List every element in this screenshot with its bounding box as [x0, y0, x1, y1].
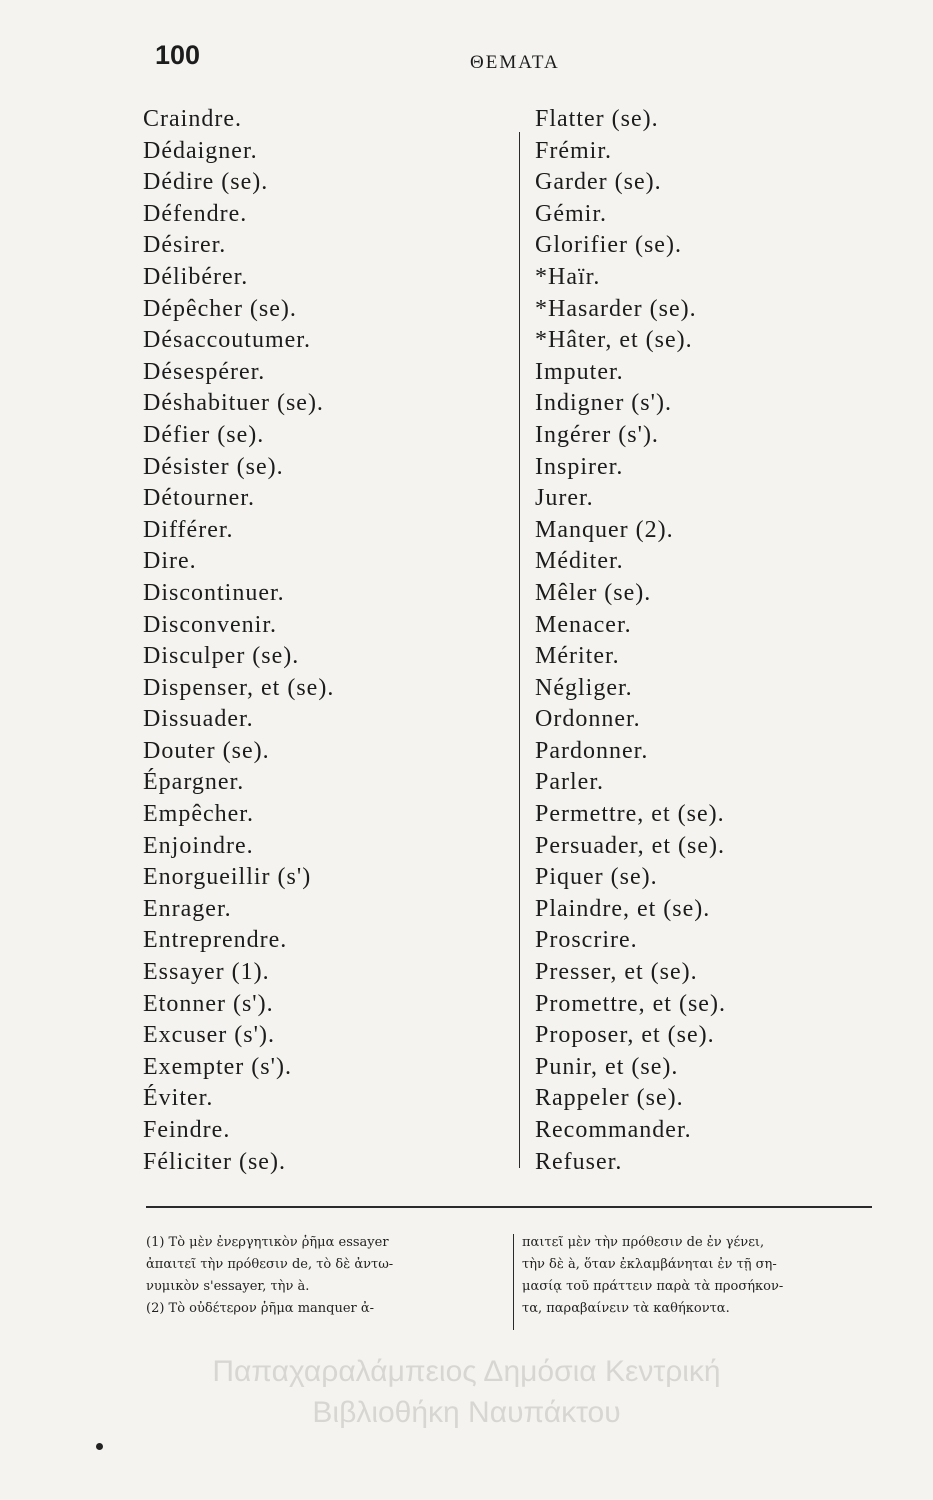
verb-entry: Dédire (se).	[143, 169, 269, 196]
library-watermark-line1: Παπαχαραλάμπειος Δημόσια Κεντρική	[212, 1355, 721, 1388]
verb-entry: Etonner (s').	[143, 990, 274, 1017]
verb-entry: Permettre, et (se).	[535, 801, 725, 828]
footnote-line: παιτεῖ μὲν τὴν πρόθεσιν de ἐν γένει,	[522, 1235, 765, 1250]
verb-entry: Épargner.	[143, 769, 245, 796]
verb-entry: Rappeler (se).	[535, 1085, 684, 1112]
footnote-line: (1) Τὸ μὲν ἐνεργητικὸν ῥῆμα essayer	[146, 1235, 389, 1250]
footnote-line: τα, παραβαίνειν τὰ καθήκοντα.	[522, 1301, 730, 1316]
verb-entry: Délibérer.	[143, 263, 249, 290]
footnote-line: μασίᾳ τοῦ πράττειν παρὰ τὰ προσήκον-	[522, 1279, 784, 1294]
verb-list-left	[143, 104, 503, 1178]
verb-entry: *Hâter, et (se).	[535, 327, 693, 354]
verb-entry: Désister (se).	[143, 453, 284, 480]
verb-entry: Enorgueillir (s')	[143, 864, 312, 891]
footnote-line: (2) Τὸ οὐδέτερον ῥῆμα manquer ἀ-	[146, 1301, 375, 1316]
verb-entry: Presser, et (se).	[535, 959, 698, 986]
verb-entry: Menacer.	[535, 611, 632, 638]
verb-entry: Piquer (se).	[535, 864, 658, 891]
verb-entry: Ingérer (s').	[535, 421, 659, 448]
verb-entry: Gémir.	[535, 200, 607, 227]
verb-entry: Essayer (1).	[143, 959, 270, 986]
library-watermark-line2: Βιβλιοθήκη Ναυπάκτου	[312, 1396, 621, 1429]
verb-entry: Craindre.	[143, 106, 242, 132]
verb-entry: Enrager.	[143, 895, 232, 922]
verb-entry: Dispenser, et (se).	[143, 674, 335, 701]
verb-entry: Pardonner.	[535, 737, 649, 764]
footnote-rule	[146, 1206, 872, 1208]
verb-entry: Disculper (se).	[143, 643, 300, 670]
verb-entry: Promettre, et (se).	[535, 990, 726, 1017]
verb-entry: Enjoindre.	[143, 832, 254, 859]
column-divider	[519, 132, 520, 1168]
verb-entry: Éviter.	[143, 1085, 214, 1112]
verb-entry: Détourner.	[143, 485, 255, 512]
verb-entry: *Haïr.	[535, 263, 601, 290]
running-title: ΘΕΜΑΤΑ	[470, 52, 560, 73]
verb-entry: Glorifier (se).	[535, 232, 682, 259]
verb-entry: Plaindre, et (se).	[535, 895, 711, 922]
verb-entry: Mêler (se).	[535, 579, 652, 606]
footnote-divider	[513, 1234, 514, 1330]
verb-entry: *Hasarder (se).	[535, 295, 697, 322]
verb-entry: Feindre.	[143, 1117, 231, 1143]
verb-entry: Discontinuer.	[143, 579, 285, 606]
verb-entry: Inspirer.	[535, 453, 624, 480]
verb-entry: Disconvenir.	[143, 611, 277, 638]
footnotes-left	[146, 1232, 504, 1320]
verb-entry: Dire.	[143, 548, 197, 575]
verb-entry: Garder (se).	[535, 169, 662, 196]
verb-entry: Parler.	[535, 769, 604, 796]
verb-entry: Imputer.	[535, 358, 624, 385]
verb-entry: Dépêcher (se).	[143, 295, 297, 322]
footnotes-right	[522, 1232, 880, 1320]
ink-dot	[96, 1443, 103, 1450]
verb-entry: Différer.	[143, 516, 234, 543]
verb-entry: Frémir.	[535, 137, 612, 164]
verb-entry: Flatter (se).	[535, 106, 659, 132]
verb-entry: Douter (se).	[143, 737, 270, 764]
footnote-line: τὴν δὲ à, ὅταν ἐκλαμβάνηται ἐν τῇ ση-	[522, 1257, 777, 1272]
verb-entry: Désirer.	[143, 232, 227, 259]
verb-entry: Mériter.	[535, 643, 620, 670]
verb-entry: Manquer (2).	[535, 516, 674, 543]
verb-entry: Déshabituer (se).	[143, 390, 324, 417]
verb-entry: Proscrire.	[535, 927, 638, 954]
verb-entry: Refuser.	[535, 1148, 623, 1175]
footnote-line: ἀπαιτεῖ τὴν πρόθεσιν de, τὸ δὲ ἀντω-	[146, 1257, 394, 1272]
verb-entry: Recommander.	[535, 1117, 692, 1143]
verb-entry: Méditer.	[535, 548, 624, 575]
footnote-line: νυμικὸν s'essayer, τὴν à.	[146, 1279, 310, 1294]
verb-entry: Punir, et (se).	[535, 1053, 679, 1080]
verb-entry: Défendre.	[143, 200, 248, 227]
verb-entry: Entreprendre.	[143, 927, 288, 954]
verb-entry: Jurer.	[535, 485, 594, 512]
verb-entry: Défier (se).	[143, 421, 265, 448]
verb-entry: Excuser (s').	[143, 1022, 275, 1049]
verb-entry: Empêcher.	[143, 801, 254, 828]
verb-entry: Persuader, et (se).	[535, 832, 725, 859]
verb-entry: Féliciter (se).	[143, 1148, 286, 1175]
verb-entry: Négliger.	[535, 674, 633, 701]
verb-entry: Ordonner.	[535, 706, 641, 733]
page-number: 100	[155, 40, 201, 70]
verb-entry: Dissuader.	[143, 706, 254, 733]
verb-entry: Indigner (s').	[535, 390, 672, 417]
verb-entry: Désaccoutumer.	[143, 327, 311, 354]
verb-entry: Désespérer.	[143, 358, 266, 385]
verb-list-right	[535, 104, 875, 1178]
verb-entry: Proposer, et (se).	[535, 1022, 715, 1049]
verb-entry: Dédaigner.	[143, 137, 258, 164]
verb-entry: Exempter (s').	[143, 1053, 292, 1080]
